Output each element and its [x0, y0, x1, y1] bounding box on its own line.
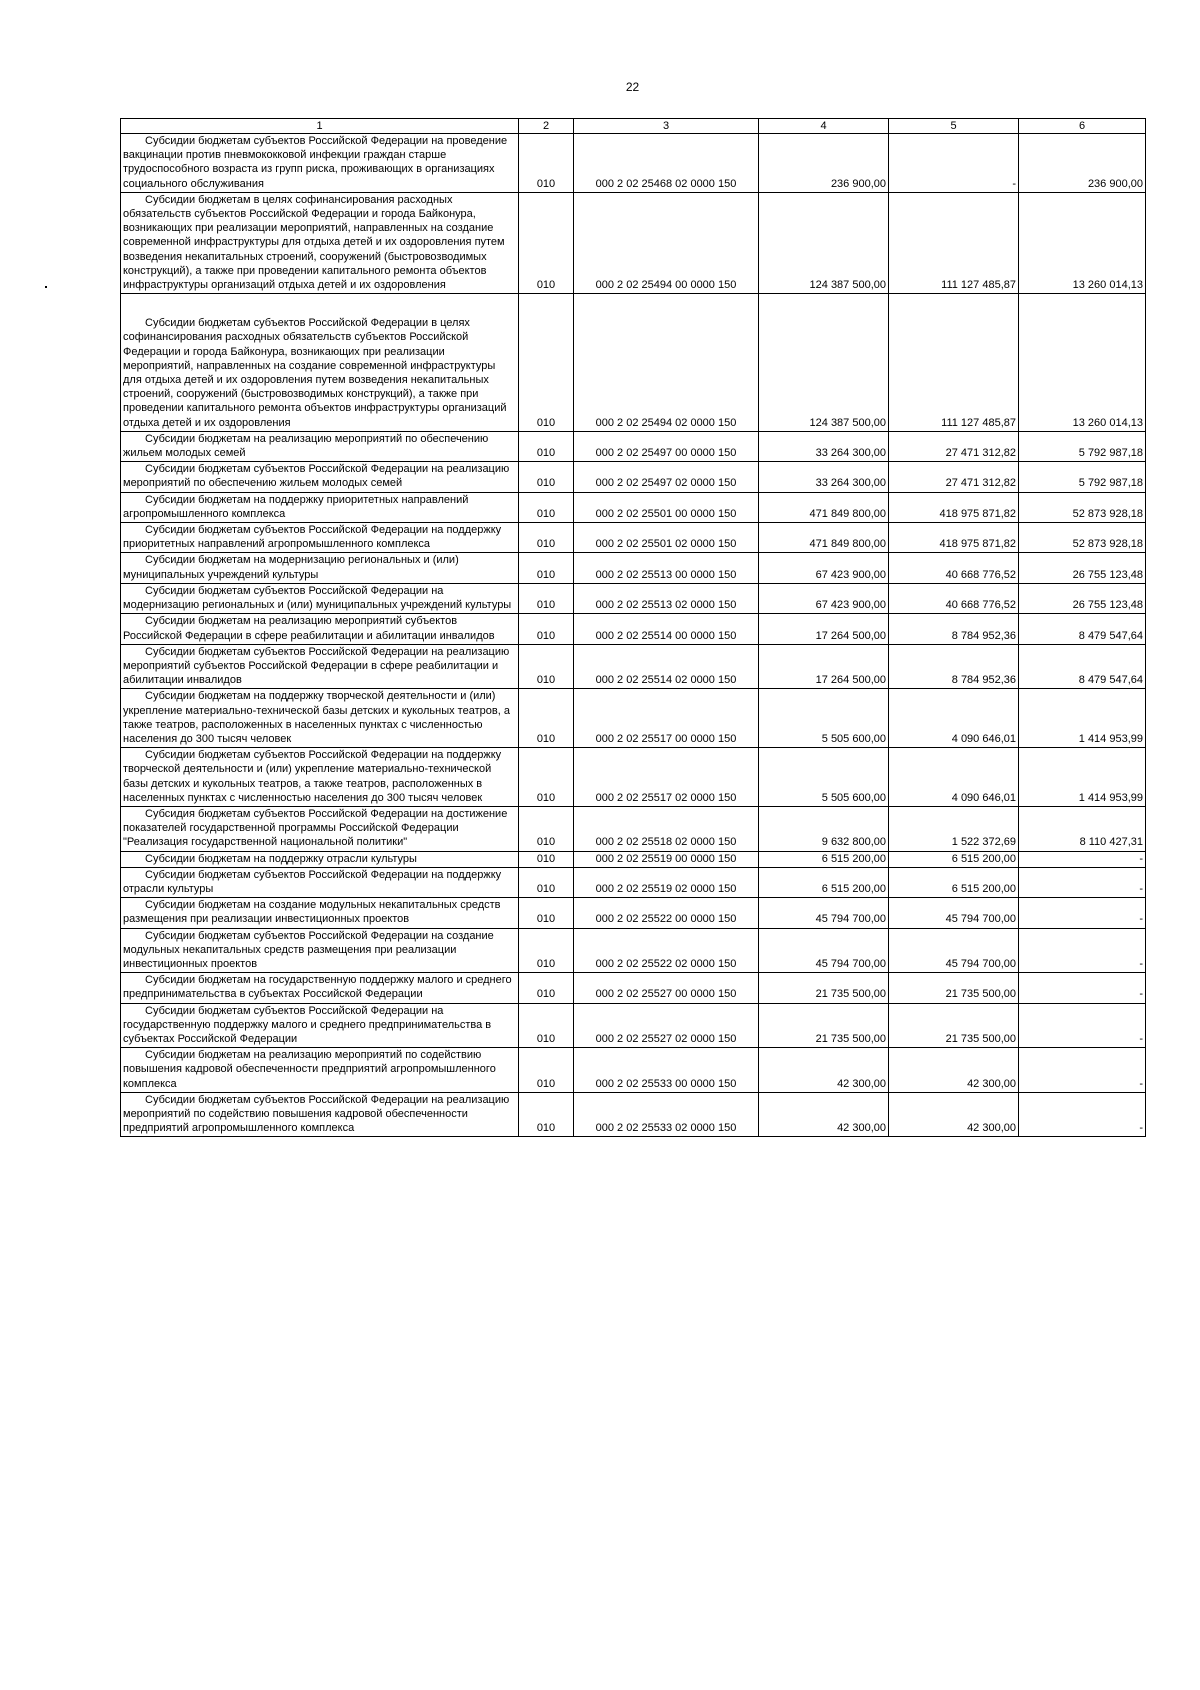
row-approved-amount: 236 900,00: [759, 134, 889, 193]
row-approved-amount: 21 735 500,00: [759, 1003, 889, 1048]
row-approved-amount: 33 264 300,00: [759, 462, 889, 492]
row-description: Субсидии бюджетам на модернизацию региональных и (или) муниципальных учреждений культуры: [121, 553, 519, 583]
table-row: [121, 748, 1146, 807]
row-remaining-amount: 1 414 953,99: [1019, 748, 1146, 807]
row-approved-amount: 5 505 600,00: [759, 689, 889, 748]
row-kbk-code: 000 2 02 25497 00 0000 150: [574, 431, 759, 461]
row-description: Субсидии бюджетам на государственную поддержку малого и среднего предпринимательства в субъектах Российской Федерации: [121, 973, 519, 1003]
row-description: Субсидии бюджетам на реализацию мероприятий по содействию повышения кадровой обеспеченности предприятий агропромышленного комплекса: [121, 1048, 519, 1093]
row-code: 010: [519, 806, 574, 851]
table-row: [121, 192, 1146, 293]
row-remaining-amount: 26 755 123,48: [1019, 583, 1146, 613]
column-header: 5: [889, 119, 1019, 134]
row-approved-amount: 17 264 500,00: [759, 614, 889, 644]
table-row: [121, 614, 1146, 644]
row-executed-amount: 6 515 200,00: [889, 851, 1019, 867]
row-kbk-code: 000 2 02 25522 02 0000 150: [574, 928, 759, 973]
row-executed-amount: 45 794 700,00: [889, 898, 1019, 928]
row-kbk-code: 000 2 02 25518 02 0000 150: [574, 806, 759, 851]
row-executed-amount: 21 735 500,00: [889, 973, 1019, 1003]
row-kbk-code: 000 2 02 25494 00 0000 150: [574, 192, 759, 293]
row-kbk-code: 000 2 02 25514 00 0000 150: [574, 614, 759, 644]
row-approved-amount: 42 300,00: [759, 1048, 889, 1093]
row-kbk-code: 000 2 02 25494 02 0000 150: [574, 294, 759, 432]
table-row: [121, 1003, 1146, 1048]
row-approved-amount: 471 849 800,00: [759, 523, 889, 553]
row-kbk-code: 000 2 02 25517 00 0000 150: [574, 689, 759, 748]
row-description: Субсидии бюджетам на поддержку отрасли культуры: [121, 851, 519, 867]
row-code: 010: [519, 851, 574, 867]
row-description: Субсидии бюджетам субъектов Российской Федерации на государственную поддержку малого и среднего предпринимательства в субъектах Российской Федерации: [121, 1003, 519, 1048]
row-approved-amount: 42 300,00: [759, 1092, 889, 1137]
row-executed-amount: 42 300,00: [889, 1092, 1019, 1137]
row-code: 010: [519, 134, 574, 193]
row-remaining-amount: -: [1019, 1092, 1146, 1137]
row-description: Субсидии бюджетам субъектов Российской Федерации на проведение вакцинации против пневмококковой инфекции граждан старше трудоспособного возраста из групп риска, проживающих в организациях социального обслуживания: [121, 134, 519, 193]
row-description: Субсидии бюджетам на создание модульных некапитальных средств размещения при реализации инвестиционных проектов: [121, 898, 519, 928]
table-row: [121, 898, 1146, 928]
row-description: Субсидии бюджетам субъектов Российской Федерации на модернизацию региональных и (или) муниципальных учреждений культуры: [121, 583, 519, 613]
row-remaining-amount: -: [1019, 973, 1146, 1003]
row-description: Субсидии бюджетам на поддержку приоритетных направлений агропромышленного комплекса: [121, 492, 519, 522]
table-row: [121, 806, 1146, 851]
row-remaining-amount: 13 260 014,13: [1019, 192, 1146, 293]
row-approved-amount: 471 849 800,00: [759, 492, 889, 522]
budget-table: [120, 118, 1146, 1137]
row-executed-amount: 418 975 871,82: [889, 492, 1019, 522]
row-approved-amount: 45 794 700,00: [759, 898, 889, 928]
column-header-row: [121, 119, 1146, 134]
row-kbk-code: 000 2 02 25527 02 0000 150: [574, 1003, 759, 1048]
row-remaining-amount: -: [1019, 928, 1146, 973]
row-description: Субсидии бюджетам субъектов Российской Федерации на реализацию мероприятий по обеспечению жильем молодых семей: [121, 462, 519, 492]
row-description: Субсидии бюджетам на реализацию мероприятий по обеспечению жильем молодых семей: [121, 431, 519, 461]
column-header: 2: [519, 119, 574, 134]
table-row: [121, 462, 1146, 492]
row-remaining-amount: 52 873 928,18: [1019, 523, 1146, 553]
column-header: 4: [759, 119, 889, 134]
row-approved-amount: 124 387 500,00: [759, 294, 889, 432]
row-description: Субсидии бюджетам субъектов Российской Федерации на поддержку отрасли культуры: [121, 867, 519, 897]
row-kbk-code: 000 2 02 25468 02 0000 150: [574, 134, 759, 193]
row-description: Субсидии бюджетам субъектов Российской Федерации на реализацию мероприятий по содействию повышения кадровой обеспеченности предприятий агропромышленного комплекса: [121, 1092, 519, 1137]
row-executed-amount: 1 522 372,69: [889, 806, 1019, 851]
row-approved-amount: 67 423 900,00: [759, 583, 889, 613]
row-kbk-code: 000 2 02 25501 02 0000 150: [574, 523, 759, 553]
table-row: [121, 553, 1146, 583]
row-remaining-amount: -: [1019, 851, 1146, 867]
row-remaining-amount: 5 792 987,18: [1019, 431, 1146, 461]
row-code: 010: [519, 928, 574, 973]
row-description: Субсидии бюджетам на поддержку творческой деятельности и (или) укрепление материально-технической базы детских и кукольных театров, а также театров, расположенных в населенных пунктах с численностью населения до 300 тысяч человек: [121, 689, 519, 748]
row-code: 010: [519, 192, 574, 293]
row-kbk-code: 000 2 02 25501 00 0000 150: [574, 492, 759, 522]
row-executed-amount: 8 784 952,36: [889, 614, 1019, 644]
table-row: [121, 928, 1146, 973]
row-description: Субсидии бюджетам субъектов Российской Федерации в целях софинансирования расходных обязательств субъектов Российской Федерации и города Байконура, возникающих при реализации мероприятий, направленных на создание современной инфраструктуры для отдыха детей и их оздоровления путем возведения некапитальных строений, сооружений (быстровозводимых конструкций), а также при проведении капитального ремонта объектов инфраструктуры организаций отдыха детей и их оздоровления: [121, 294, 519, 432]
row-code: 010: [519, 1092, 574, 1137]
row-approved-amount: 21 735 500,00: [759, 973, 889, 1003]
row-description: Субсидии бюджетам субъектов Российской Федерации на поддержку творческой деятельности и (или) укрепление материально-технической базы детских и кукольных театров, а также театров, расположенных в населенных пунктах с численностью населения до 300 тысяч человек: [121, 748, 519, 807]
row-code: 010: [519, 492, 574, 522]
row-approved-amount: 124 387 500,00: [759, 192, 889, 293]
row-code: 010: [519, 973, 574, 1003]
table-row: [121, 644, 1146, 689]
row-kbk-code: 000 2 02 25517 02 0000 150: [574, 748, 759, 807]
row-code: 010: [519, 553, 574, 583]
row-executed-amount: 27 471 312,82: [889, 462, 1019, 492]
table-row: [121, 134, 1146, 193]
column-header: 3: [574, 119, 759, 134]
scan-speck: [45, 286, 47, 288]
row-executed-amount: 4 090 646,01: [889, 748, 1019, 807]
row-remaining-amount: 8 479 547,64: [1019, 644, 1146, 689]
row-code: 010: [519, 614, 574, 644]
row-remaining-amount: -: [1019, 867, 1146, 897]
row-remaining-amount: 8 110 427,31: [1019, 806, 1146, 851]
row-description: Субсидии бюджетам в целях софинансирования расходных обязательств субъектов Российской Федерации и города Байконура, возникающих при реализации мероприятий, направленных на создание современной инфраструктуры для отдыха детей и их оздоровления путем возведения некапитальных строений, сооружений (быстровозводимых конструкций), а также при проведении капитального ремонта объектов инфраструктуры организаций отдыха детей и их оздоровления: [121, 192, 519, 293]
row-code: 010: [519, 1003, 574, 1048]
row-kbk-code: 000 2 02 25519 02 0000 150: [574, 867, 759, 897]
row-executed-amount: 40 668 776,52: [889, 583, 1019, 613]
table-row: [121, 689, 1146, 748]
row-description: Субсидии бюджетам субъектов Российской Федерации на создание модульных некапитальных средств размещения при реализации инвестиционных проектов: [121, 928, 519, 973]
row-code: 010: [519, 867, 574, 897]
table-row: [121, 431, 1146, 461]
row-approved-amount: 17 264 500,00: [759, 644, 889, 689]
row-executed-amount: 418 975 871,82: [889, 523, 1019, 553]
row-kbk-code: 000 2 02 25522 00 0000 150: [574, 898, 759, 928]
row-kbk-code: 000 2 02 25497 02 0000 150: [574, 462, 759, 492]
row-remaining-amount: 8 479 547,64: [1019, 614, 1146, 644]
row-executed-amount: 21 735 500,00: [889, 1003, 1019, 1048]
row-remaining-amount: 5 792 987,18: [1019, 462, 1146, 492]
row-executed-amount: 8 784 952,36: [889, 644, 1019, 689]
row-executed-amount: 6 515 200,00: [889, 867, 1019, 897]
table-row: [121, 492, 1146, 522]
table-row: [121, 294, 1146, 432]
table-row: [121, 851, 1146, 867]
row-code: 010: [519, 898, 574, 928]
row-kbk-code: 000 2 02 25519 00 0000 150: [574, 851, 759, 867]
row-code: 010: [519, 1048, 574, 1093]
row-code: 010: [519, 689, 574, 748]
row-code: 010: [519, 748, 574, 807]
row-kbk-code: 000 2 02 25533 02 0000 150: [574, 1092, 759, 1137]
row-remaining-amount: -: [1019, 1003, 1146, 1048]
row-kbk-code: 000 2 02 25527 00 0000 150: [574, 973, 759, 1003]
row-approved-amount: 67 423 900,00: [759, 553, 889, 583]
row-remaining-amount: -: [1019, 1048, 1146, 1093]
row-kbk-code: 000 2 02 25514 02 0000 150: [574, 644, 759, 689]
row-description: Субсидии бюджетам субъектов Российской Федерации на реализацию мероприятий субъектов Российской Федерации в сфере реабилитации и абилитации инвалидов: [121, 644, 519, 689]
row-executed-amount: -: [889, 134, 1019, 193]
row-description: Субсидии бюджетам субъектов Российской Федерации на поддержку приоритетных направлений агропромышленного комплекса: [121, 523, 519, 553]
table-row: [121, 1092, 1146, 1137]
row-remaining-amount: 26 755 123,48: [1019, 553, 1146, 583]
table-row: [121, 867, 1146, 897]
row-executed-amount: 111 127 485,87: [889, 192, 1019, 293]
row-code: 010: [519, 644, 574, 689]
row-code: 010: [519, 294, 574, 432]
row-approved-amount: 6 515 200,00: [759, 851, 889, 867]
row-approved-amount: 5 505 600,00: [759, 748, 889, 807]
row-remaining-amount: 52 873 928,18: [1019, 492, 1146, 522]
row-approved-amount: 45 794 700,00: [759, 928, 889, 973]
row-code: 010: [519, 462, 574, 492]
row-approved-amount: 6 515 200,00: [759, 867, 889, 897]
row-executed-amount: 111 127 485,87: [889, 294, 1019, 432]
table-row: [121, 583, 1146, 613]
column-header: 6: [1019, 119, 1146, 134]
row-remaining-amount: 13 260 014,13: [1019, 294, 1146, 432]
row-executed-amount: 40 668 776,52: [889, 553, 1019, 583]
row-code: 010: [519, 523, 574, 553]
row-description: Субсидия бюджетам субъектов Российской Федерации на достижение показателей государственной программы Российской Федерации "Реализация государственной национальной политики": [121, 806, 519, 851]
row-approved-amount: 33 264 300,00: [759, 431, 889, 461]
row-code: 010: [519, 583, 574, 613]
table-row: [121, 973, 1146, 1003]
row-kbk-code: 000 2 02 25513 00 0000 150: [574, 553, 759, 583]
row-kbk-code: 000 2 02 25513 02 0000 150: [574, 583, 759, 613]
budget-table-body: [121, 119, 1146, 1137]
row-approved-amount: 9 632 800,00: [759, 806, 889, 851]
table-row: [121, 523, 1146, 553]
column-header: 1: [121, 119, 519, 134]
row-code: 010: [519, 431, 574, 461]
row-kbk-code: 000 2 02 25533 00 0000 150: [574, 1048, 759, 1093]
row-remaining-amount: 236 900,00: [1019, 134, 1146, 193]
row-executed-amount: 42 300,00: [889, 1048, 1019, 1093]
row-remaining-amount: -: [1019, 898, 1146, 928]
row-executed-amount: 4 090 646,01: [889, 689, 1019, 748]
row-executed-amount: 45 794 700,00: [889, 928, 1019, 973]
row-executed-amount: 27 471 312,82: [889, 431, 1019, 461]
row-remaining-amount: 1 414 953,99: [1019, 689, 1146, 748]
table-row: [121, 1048, 1146, 1093]
row-description: Субсидии бюджетам на реализацию мероприятий субъектов Российской Федерации в сфере реабилитации и абилитации инвалидов: [121, 614, 519, 644]
page-number: 22: [625, 80, 640, 94]
